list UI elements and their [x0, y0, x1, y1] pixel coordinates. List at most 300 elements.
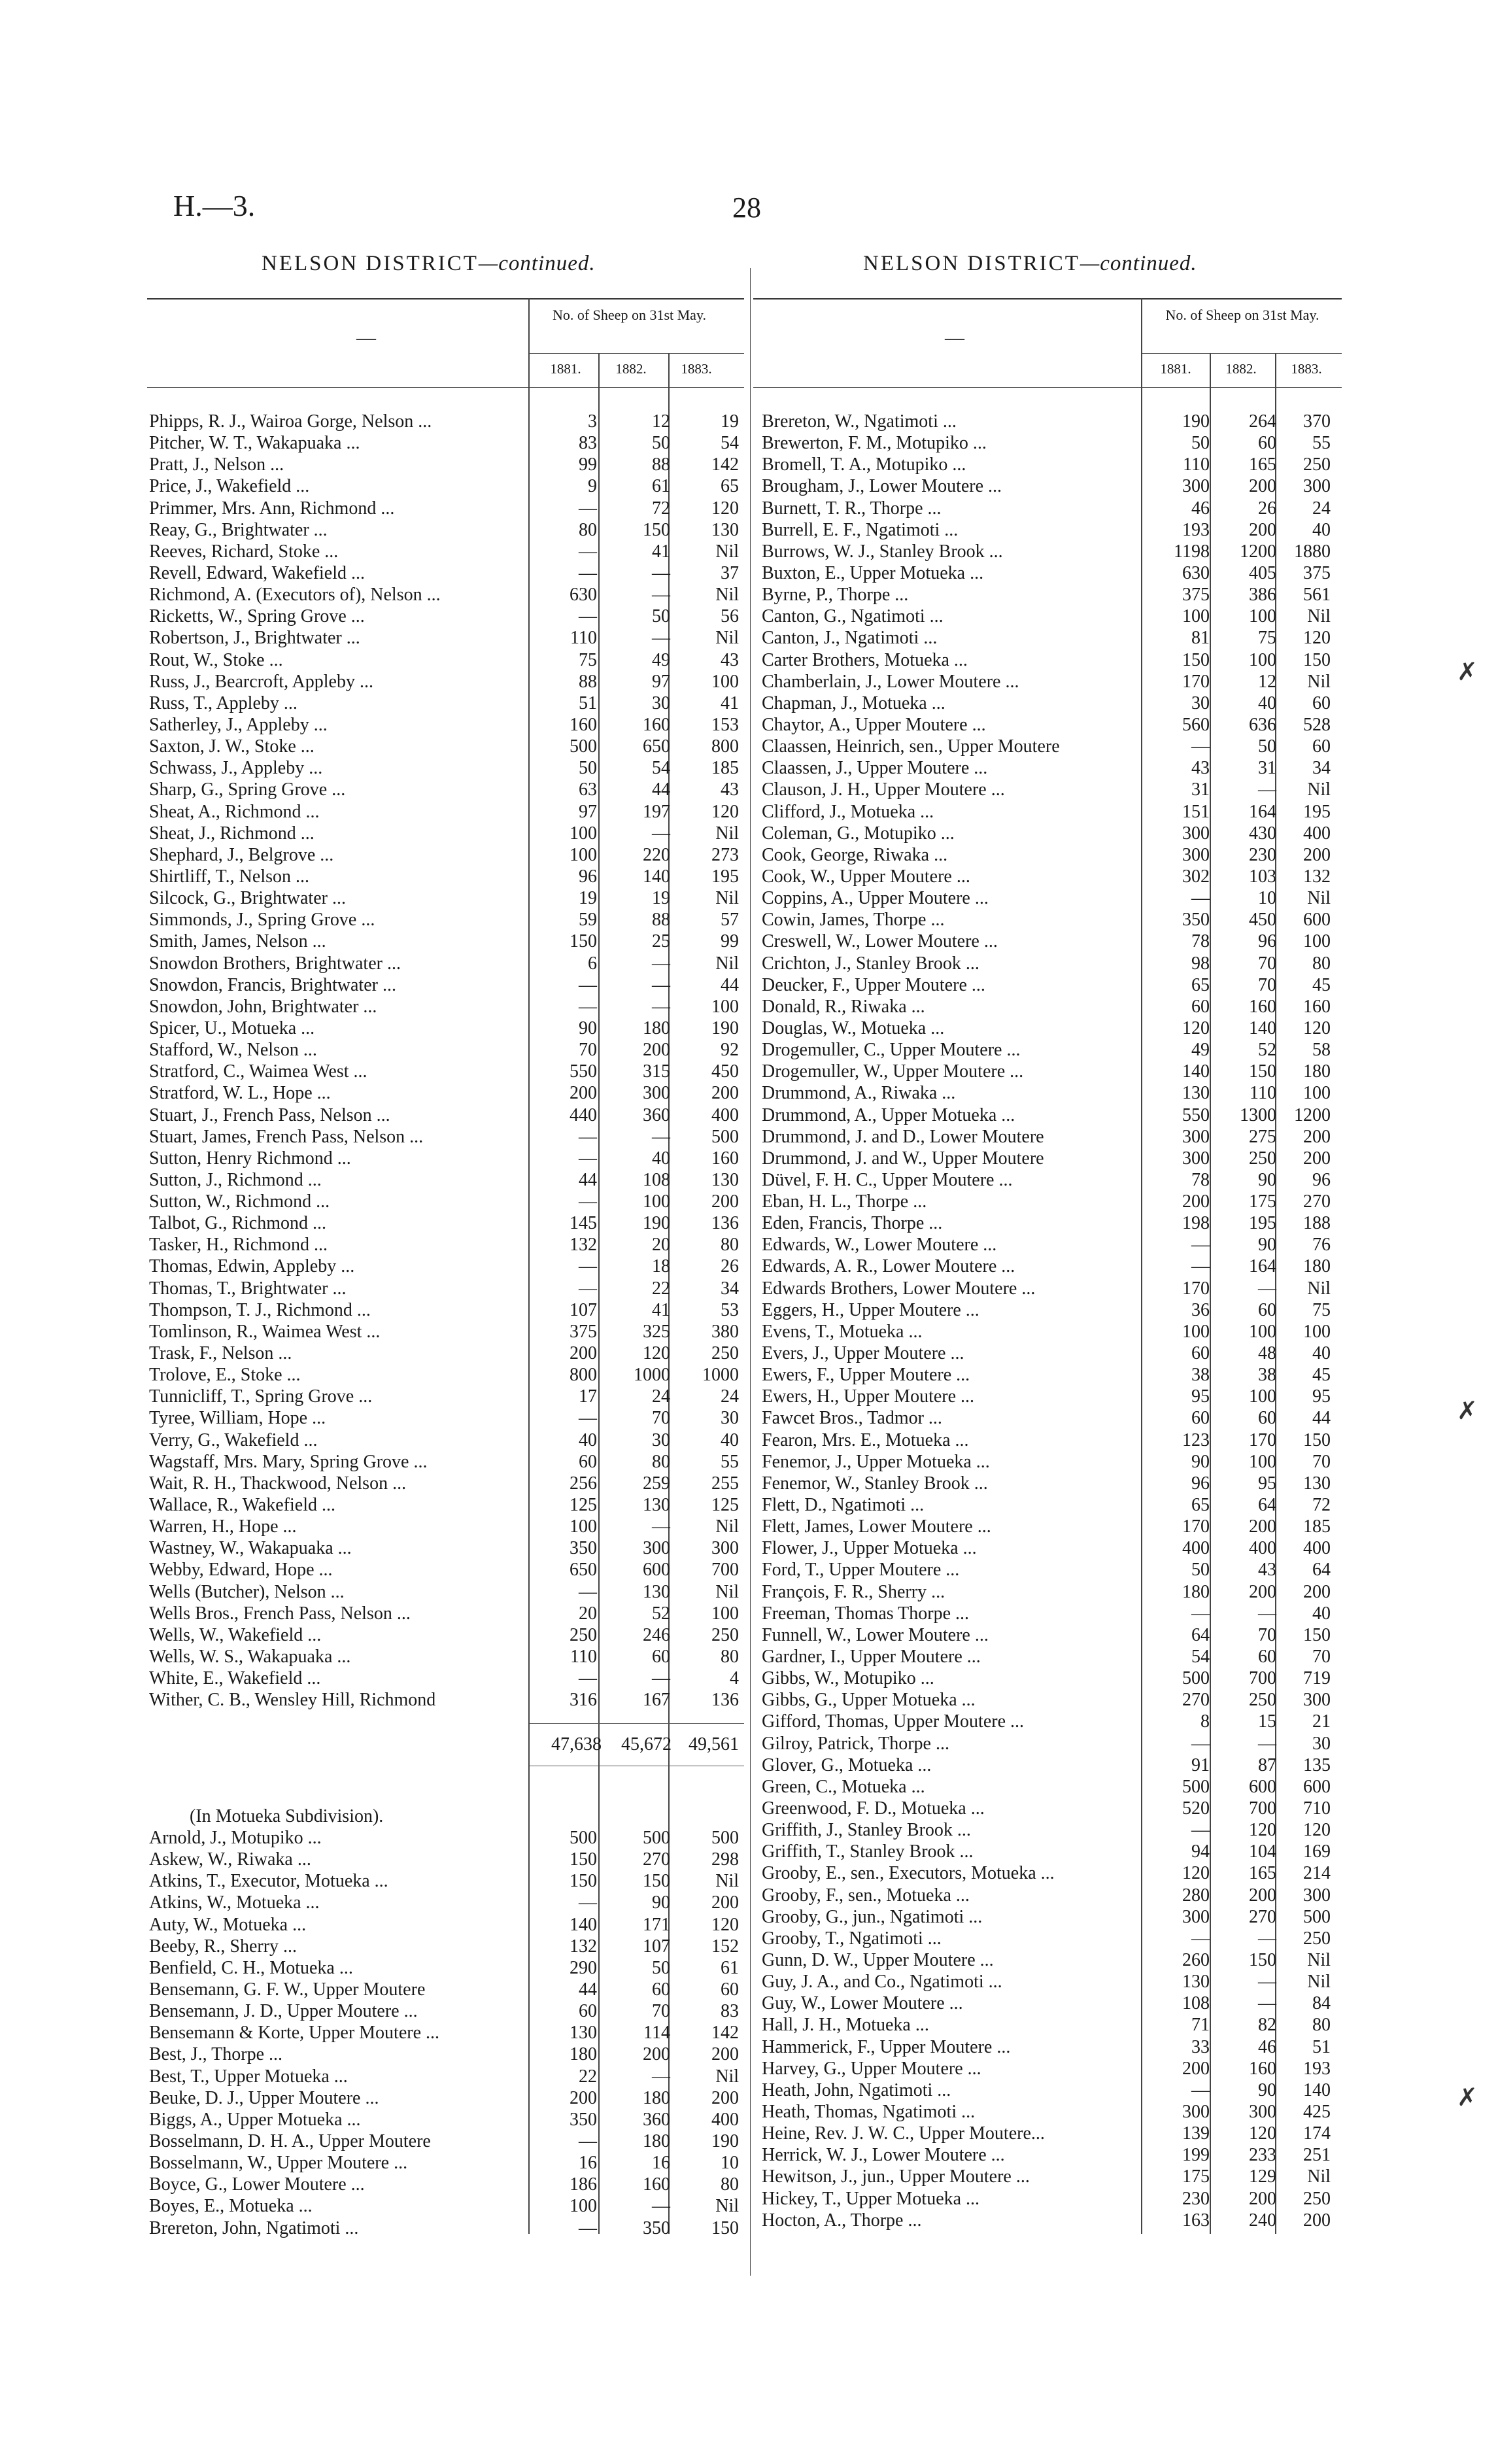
count-1883: 255 — [711, 1473, 739, 1494]
left-motueka-row — [149, 2022, 741, 2044]
count-1883: 174 — [1303, 2123, 1331, 2144]
owner-name: Harvey, G., Upper Moutere ... — [762, 2058, 981, 2079]
count-1881: 90 — [579, 1018, 597, 1038]
count-1882: — — [1258, 779, 1276, 800]
owner-name: Ford, T., Upper Moutere ... — [762, 1560, 960, 1581]
count-1881: 108 — [1182, 1993, 1210, 2014]
margin-mark: ✗ — [1457, 2084, 1478, 2112]
owner-name: Funnell, W., Lower Moutere ... — [762, 1624, 989, 1645]
right-nelson-row — [762, 1798, 1337, 1819]
right-nelson-row — [762, 1494, 1337, 1516]
count-1883: Nil — [1307, 779, 1331, 800]
count-1882: 636 — [1249, 714, 1276, 735]
count-1882: 49 — [652, 649, 670, 670]
count-1881: 91 — [1191, 1754, 1210, 1775]
count-1882: — — [1258, 1928, 1276, 1949]
count-1882: 70 — [652, 1408, 670, 1429]
owner-name: Evers, J., Upper Moutere ... — [762, 1343, 964, 1364]
owner-name: Snowdon Brothers, Brightwater ... — [149, 953, 401, 974]
count-1882: 48 — [1258, 1343, 1276, 1364]
count-1883: 150 — [711, 2217, 739, 2238]
count-1883: 153 — [711, 714, 739, 735]
count-1883: Nil — [1307, 606, 1331, 627]
count-1882: 180 — [643, 2087, 670, 2108]
count-1882: 82 — [1258, 2015, 1276, 2036]
count-1881: 19 — [579, 888, 597, 909]
count-1882: 10 — [1258, 888, 1276, 909]
left-nelson-row — [149, 671, 741, 693]
count-1881: 520 — [1182, 1798, 1210, 1819]
left-nelson-row — [149, 627, 741, 649]
count-1883: 150 — [1303, 1624, 1331, 1645]
count-1882: 650 — [643, 736, 670, 757]
count-1882: 30 — [652, 1429, 670, 1450]
right-nelson-row — [762, 1299, 1337, 1321]
owner-name: Pratt, J., Nelson ... — [149, 454, 284, 475]
count-1882: 60 — [652, 1979, 670, 2000]
right-nelson-row — [762, 1906, 1337, 1928]
page-number: 28 — [732, 192, 761, 224]
count-1883: 51 — [1312, 2036, 1331, 2057]
count-1882: 20 — [652, 1235, 670, 1256]
owner-name: Beuke, D. J., Upper Moutere ... — [149, 2087, 379, 2108]
owner-name: Richmond, A. (Executors of), Nelson ... — [149, 585, 441, 606]
count-1883: 250 — [1303, 2188, 1331, 2209]
count-1881: — — [579, 2130, 597, 2151]
owner-name: Satherley, J., Appleby ... — [149, 714, 328, 735]
count-1882: 200 — [1249, 1581, 1276, 1602]
right-nelson-row — [762, 1018, 1337, 1039]
count-1881: 550 — [1182, 1104, 1210, 1125]
right-nelson-row — [762, 1928, 1337, 1949]
count-1881: 44 — [579, 1169, 597, 1190]
left-totals-rule — [530, 1723, 744, 1724]
right-nelson-row — [762, 1429, 1337, 1451]
count-1883: 84 — [1312, 1993, 1331, 2014]
right-nelson-row — [762, 1451, 1337, 1473]
right-nelson-row — [762, 2079, 1337, 2101]
count-1883: 298 — [711, 1849, 739, 1870]
count-1882: 197 — [643, 801, 670, 822]
count-1881: 150 — [1182, 649, 1210, 670]
count-1881: 65 — [1191, 974, 1210, 995]
left-nelson-row — [149, 1559, 741, 1581]
owner-name: Grooby, F., sen., Motueka ... — [762, 1885, 970, 1906]
count-1882: 165 — [1249, 1863, 1276, 1884]
count-1883: 200 — [1303, 2210, 1331, 2231]
count-1882: — — [652, 974, 670, 995]
count-1883: 100 — [1303, 931, 1331, 952]
right-header-subrule — [1141, 353, 1342, 354]
left-nelson-row — [149, 541, 741, 562]
left-motueka-row — [149, 1892, 741, 1913]
count-1881: 81 — [1191, 628, 1210, 649]
right-nelson-row — [762, 801, 1337, 823]
left-nelson-row — [149, 1603, 741, 1624]
left-nelson-row — [149, 1386, 741, 1407]
count-1883: 1200 — [1294, 1104, 1331, 1125]
count-1882: 54 — [652, 758, 670, 779]
count-1883: 195 — [711, 866, 739, 887]
count-1881: 16 — [579, 2153, 597, 2174]
owner-name: Hickey, T., Upper Motueka ... — [762, 2188, 980, 2209]
count-1883: 95 — [1312, 1386, 1331, 1407]
owner-name: Gunn, D. W., Upper Moutere ... — [762, 1949, 994, 1970]
count-1881: 1198 — [1174, 541, 1210, 562]
count-1882: 600 — [1249, 1776, 1276, 1797]
count-1883: 380 — [711, 1321, 739, 1342]
count-1883: 710 — [1303, 1798, 1331, 1819]
right-nelson-row — [762, 1364, 1337, 1386]
left-motueka-row — [149, 1957, 741, 1979]
report-code: H.—3. — [173, 189, 256, 222]
count-1883: 300 — [1303, 1690, 1331, 1711]
count-1881: — — [1191, 888, 1210, 909]
count-1882: 90 — [652, 1892, 670, 1913]
owner-name: Cowin, James, Thorpe ... — [762, 910, 945, 931]
count-1881: 160 — [570, 714, 597, 735]
count-1883: 528 — [1303, 714, 1331, 735]
owner-name: Thomas, T., Brightwater ... — [149, 1278, 347, 1299]
count-1881: 180 — [570, 2044, 597, 2065]
count-1881: 630 — [570, 585, 597, 606]
count-1882: 50 — [652, 433, 670, 454]
count-1883: 180 — [1303, 1061, 1331, 1082]
count-1883: 24 — [721, 1386, 739, 1407]
owner-name: Ewers, F., Upper Moutere ... — [762, 1365, 970, 1386]
count-1883: 200 — [1303, 1126, 1331, 1147]
right-nelson-row — [762, 1949, 1337, 1971]
count-1883: 100 — [1303, 1083, 1331, 1104]
owner-name: Snowdon, Francis, Brightwater ... — [149, 974, 396, 995]
count-1881: 151 — [1182, 801, 1210, 822]
count-1883: 195 — [1303, 801, 1331, 822]
owner-name: Creswell, W., Lower Moutere ... — [762, 931, 998, 952]
count-1883: 190 — [711, 2130, 739, 2151]
right-nelson-row — [762, 714, 1337, 736]
owner-name: Benfield, C. H., Motueka ... — [149, 1957, 353, 1978]
count-1881: 200 — [1182, 2058, 1210, 2079]
count-1881: — — [1191, 1928, 1210, 1949]
count-1881: — — [1191, 736, 1210, 757]
owner-name: Ricketts, W., Spring Grove ... — [149, 606, 365, 627]
count-1882: 130 — [643, 1495, 670, 1516]
count-1881: 60 — [579, 2001, 597, 2022]
owner-name: Hall, J. H., Motueka ... — [762, 2015, 929, 2036]
count-1883: 99 — [721, 931, 739, 952]
owner-name: Ewers, H., Upper Moutere ... — [762, 1386, 975, 1407]
right-nelson-row — [762, 1646, 1337, 1668]
owner-name: Wells, W., Wakefield ... — [149, 1624, 322, 1645]
owner-name: Carter Brothers, Motueka ... — [762, 649, 968, 670]
right-district-title: NELSON DISTRICT—continued. — [863, 252, 1197, 275]
count-1881: 200 — [570, 1083, 597, 1104]
owner-name: Atkins, T., Executor, Motueka ... — [149, 1871, 388, 1892]
count-1881: — — [579, 1126, 597, 1147]
left-motueka-row — [149, 2174, 741, 2195]
count-1882: 1000 — [634, 1365, 670, 1386]
count-1881: 630 — [1182, 562, 1210, 583]
left-nelson-row — [149, 475, 741, 497]
left-nelson-row — [149, 411, 741, 432]
count-1883: 130 — [711, 1169, 739, 1190]
owner-name: Canton, J., Ngatimoti ... — [762, 628, 938, 649]
owner-name: Drummond, A., Upper Motueka ... — [762, 1104, 1015, 1125]
count-1881: 130 — [570, 2023, 597, 2044]
owner-name: Drummond, J. and D., Lower Moutere — [762, 1126, 1044, 1147]
left-nelson-row — [149, 693, 741, 714]
owner-name: Primmer, Mrs. Ann, Richmond ... — [149, 498, 395, 519]
count-1883: 300 — [1303, 476, 1331, 497]
count-1883: Nil — [1307, 888, 1331, 909]
left-table-top-rule — [147, 298, 744, 299]
left-nelson-row — [149, 1039, 741, 1061]
count-1883: 200 — [1303, 844, 1331, 865]
count-1881: 350 — [1182, 910, 1210, 931]
count-1882: 264 — [1249, 411, 1276, 432]
left-nelson-row — [149, 1104, 741, 1126]
count-1883: 273 — [711, 844, 739, 865]
count-1882: 1200 — [1240, 541, 1276, 562]
owner-name: Best, T., Upper Motueka ... — [149, 2066, 348, 2087]
left-motueka-row — [149, 2217, 741, 2239]
count-1882: 114 — [643, 2023, 670, 2044]
count-1881: 40 — [579, 1429, 597, 1450]
owner-name: Düvel, F. H. C., Upper Moutere ... — [762, 1169, 1013, 1190]
owner-name: Wells, W. S., Wakapuaka ... — [149, 1647, 351, 1668]
count-1883: 185 — [1303, 1516, 1331, 1537]
count-1882: 25 — [652, 931, 670, 952]
left-total-1882: 45,672 — [621, 1734, 672, 1754]
right-table-top-rule — [753, 298, 1342, 299]
count-1883: 80 — [1312, 953, 1331, 974]
count-1881: 60 — [1191, 1408, 1210, 1429]
owner-name: Tunnicliff, T., Spring Grove ... — [149, 1386, 373, 1407]
count-1882: 140 — [643, 866, 670, 887]
count-1881: 88 — [579, 671, 597, 692]
count-1881: 650 — [570, 1560, 597, 1581]
count-1882: — — [652, 2196, 670, 2217]
count-1882: 18 — [652, 1256, 670, 1277]
count-1883: Nil — [715, 1516, 739, 1537]
count-1883: 400 — [711, 2109, 739, 2130]
count-1881: 70 — [579, 1040, 597, 1061]
count-1883: 26 — [721, 1256, 739, 1277]
count-1882: 405 — [1249, 562, 1276, 583]
left-year-1883: 1883. — [681, 361, 712, 377]
count-1881: 100 — [1182, 606, 1210, 627]
owner-name: Cook, W., Upper Moutere ... — [762, 866, 970, 887]
count-1882: 259 — [643, 1473, 670, 1494]
owner-name: Biggs, A., Upper Motueka ... — [149, 2109, 361, 2130]
count-1883: 44 — [1312, 1408, 1331, 1429]
count-1883: 120 — [711, 801, 739, 822]
owner-name: Shephard, J., Belgrove ... — [149, 844, 334, 865]
count-1883: 400 — [1303, 1538, 1331, 1559]
owner-name: Stuart, J., French Pass, Nelson ... — [149, 1104, 390, 1125]
margin-mark: ✗ — [1457, 1397, 1478, 1425]
count-1882: — — [652, 1126, 670, 1147]
count-1883: 120 — [1303, 628, 1331, 649]
right-nelson-row — [762, 1278, 1337, 1299]
owner-name: Webby, Edward, Hope ... — [149, 1560, 333, 1581]
count-1883: 45 — [1312, 1365, 1331, 1386]
left-motueka-row — [149, 2195, 741, 2217]
count-1881: — — [579, 1581, 597, 1602]
count-1882: 90 — [1258, 2079, 1276, 2100]
count-1881: 120 — [1182, 1863, 1210, 1884]
count-1881: 83 — [579, 433, 597, 454]
count-1881: 20 — [579, 1603, 597, 1624]
left-header-bottom-rule — [147, 387, 744, 388]
count-1882: 140 — [1249, 1018, 1276, 1038]
count-1883: 120 — [711, 498, 739, 519]
count-1882: 500 — [643, 1828, 670, 1848]
right-nelson-row — [762, 2210, 1337, 2231]
left-year-1882: 1882. — [615, 361, 647, 377]
owner-name: Russ, J., Bearcroft, Appleby ... — [149, 671, 373, 692]
left-total-1881: 47,638 — [551, 1734, 602, 1754]
owner-name: Shirtliff, T., Nelson ... — [149, 866, 309, 887]
left-nelson-row — [149, 1537, 741, 1559]
count-1882: 300 — [643, 1083, 670, 1104]
count-1883: Nil — [715, 823, 739, 844]
count-1882: 300 — [1249, 2101, 1276, 2122]
count-1881: 60 — [579, 1451, 597, 1472]
count-1882: 180 — [643, 2130, 670, 2151]
count-1883: 34 — [721, 1278, 739, 1299]
count-1882: 70 — [1258, 974, 1276, 995]
count-1882: — — [1258, 1603, 1276, 1624]
left-nelson-row — [149, 887, 741, 909]
right-nelson-row — [762, 1862, 1337, 1884]
count-1883: 150 — [1303, 1429, 1331, 1450]
count-1882: 180 — [643, 1018, 670, 1038]
count-1883: 60 — [1312, 693, 1331, 713]
right-nelson-row — [762, 411, 1337, 432]
count-1883: 56 — [721, 606, 739, 627]
count-1883: 65 — [721, 476, 739, 497]
count-1881: 560 — [1182, 714, 1210, 735]
right-nelson-row — [762, 1256, 1337, 1277]
owner-name: Trolove, E., Stoke ... — [149, 1365, 301, 1386]
count-1883: 251 — [1303, 2145, 1331, 2166]
count-1883: 34 — [1312, 758, 1331, 779]
owner-name: Stratford, W. L., Hope ... — [149, 1083, 331, 1104]
left-nelson-row — [149, 1061, 741, 1082]
right-nelson-row — [762, 1343, 1337, 1364]
owner-name: Best, J., Thorpe ... — [149, 2044, 283, 2065]
count-1882: 600 — [643, 1560, 670, 1581]
owner-name: Clauson, J. H., Upper Moutere ... — [762, 779, 1005, 800]
owner-name: Beeby, R., Sherry ... — [149, 1936, 298, 1957]
count-1881: 350 — [570, 2109, 597, 2130]
count-1882: 150 — [643, 1871, 670, 1892]
owner-name: Tasker, H., Richmond ... — [149, 1235, 328, 1256]
owner-name: Snowdon, John, Brightwater ... — [149, 996, 377, 1017]
count-1881: 170 — [1182, 1516, 1210, 1537]
owner-name: Eban, H. L., Thorpe ... — [762, 1191, 927, 1212]
count-1882: — — [1258, 1993, 1276, 2014]
count-1881: 51 — [579, 693, 597, 713]
right-nelson-row — [762, 757, 1337, 779]
count-1883: 100 — [711, 1603, 739, 1624]
count-1882: 100 — [643, 1191, 670, 1212]
count-1882: 165 — [1249, 454, 1276, 475]
count-1882: — — [652, 996, 670, 1017]
motueka-subdivision-heading: (In Motueka Subdivision). — [190, 1806, 384, 1826]
count-1883: 57 — [721, 910, 739, 931]
owner-name: Chapman, J., Motueka ... — [762, 693, 945, 713]
owner-name: Coleman, G., Motupiko ... — [762, 823, 955, 844]
left-nelson-row — [149, 1299, 741, 1321]
count-1881: 186 — [570, 2174, 597, 2195]
count-1882: 19 — [652, 888, 670, 909]
right-year-1881: 1881. — [1160, 361, 1191, 377]
left-nelson-row — [149, 1321, 741, 1343]
owner-name: Stafford, W., Nelson ... — [149, 1040, 317, 1061]
count-1883: 200 — [1303, 1581, 1331, 1602]
owner-name: Chaytor, A., Upper Moutere ... — [762, 714, 986, 735]
left-nelson-row — [149, 1689, 741, 1711]
count-1881: 71 — [1191, 2015, 1210, 2036]
count-1883: 43 — [721, 649, 739, 670]
count-1882: 100 — [1249, 649, 1276, 670]
left-nelson-row — [149, 1234, 741, 1256]
count-1881: 43 — [1191, 758, 1210, 779]
count-1881: 95 — [1191, 1386, 1210, 1407]
left-motueka-row — [149, 1979, 741, 2000]
count-1881: — — [1191, 1820, 1210, 1841]
owner-name: Hammerick, F., Upper Moutere ... — [762, 2036, 1011, 2057]
right-nelson-row — [762, 1885, 1337, 1906]
count-1883: 61 — [721, 1957, 739, 1978]
count-1883: 24 — [1312, 498, 1331, 519]
owner-name: Grooby, T., Ngatimoti ... — [762, 1928, 942, 1949]
owner-name: Deucker, F., Upper Moutere ... — [762, 974, 985, 995]
left-motueka-table — [149, 1827, 741, 2239]
count-1882: 164 — [1249, 1256, 1276, 1277]
count-1883: 70 — [1312, 1647, 1331, 1668]
right-nelson-row — [762, 1603, 1337, 1624]
owner-name: Heath, John, Ngatimoti ... — [762, 2079, 951, 2100]
left-nelson-row — [149, 714, 741, 736]
owner-name: Tyree, William, Hope ... — [149, 1408, 326, 1429]
count-1882: 50 — [652, 1957, 670, 1978]
owner-name: Warren, H., Hope ... — [149, 1516, 297, 1537]
count-1881: 97 — [579, 801, 597, 822]
owner-name: Thomas, Edwin, Appleby ... — [149, 1256, 355, 1277]
count-1883: 200 — [711, 1083, 739, 1104]
count-1881: 800 — [570, 1365, 597, 1386]
count-1881: 98 — [1191, 953, 1210, 974]
left-nelson-row — [149, 432, 741, 454]
right-nelson-row — [762, 584, 1337, 606]
count-1883: 169 — [1303, 1841, 1331, 1862]
right-nelson-row — [762, 2101, 1337, 2123]
count-1883: Nil — [715, 585, 739, 606]
left-nelson-row — [149, 1343, 741, 1364]
count-1881: 280 — [1182, 1885, 1210, 1906]
owner-name: Byrne, P., Thorpe ... — [762, 585, 909, 606]
count-1882: 87 — [1258, 1754, 1276, 1775]
owner-name: François, F. R., Sherry ... — [762, 1581, 945, 1602]
count-1881: 125 — [570, 1495, 597, 1516]
count-1882: 275 — [1249, 1126, 1276, 1147]
right-nelson-row — [762, 1754, 1337, 1776]
left-motueka-row — [149, 1827, 741, 1849]
count-1881: 100 — [1182, 1321, 1210, 1342]
